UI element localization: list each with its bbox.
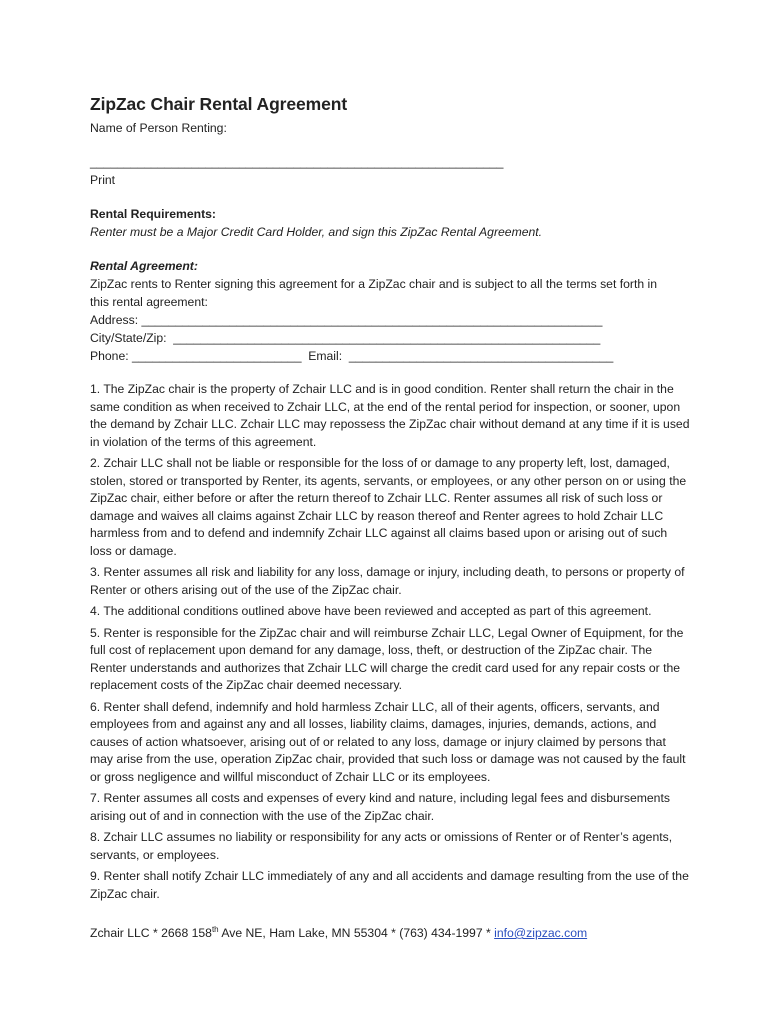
agreement-intro-line-1: ZipZac rents to Renter signing this agreement for a ZipZac chair and is subject to all the terms set forth in [90,277,657,291]
clause-2: 2. Zchair LLC shall not be liable or responsible for the loss of or damage to any property left, lost, damaged, stolen, stored or transported by Renter, its agents, servants, or employees, or any other person on or using the ZipZac chair, either before or after the return thereof to Zchair LLC. Renter assumes all risk of such loss or damage and waives all claims against Zchair LLC by reason thereof and Renter agrees to hold Zchair LLC harmless from and to defend and indemnify Zchair LLC against all claims based upon or arising out of such loss or damage. [90,456,687,558]
document-title: ZipZac Chair Rental Agreement [90,94,348,114]
clause-6: 6. Renter shall defend, indemnify and hold harmless Zchair LLC, all of their agents, officers, servants, and employees from and against any and all losses, liability claims, damages, injuries, demands, actions, and causes of action whatsoever, arising out of or related to any loss, damage or injury claimed by persons that may arise from the use, operation ZipZac chair, provided that such loss or damage was not caused by the fault or gross negligence and willful misconduct of Zchair LLC or its employees. [90,699,686,784]
footer-middle: Ave NE, Ham Lake, MN 55304 * (763) 434-1997 * [218,926,495,940]
clause-1: 1. The ZipZac chair is the property of Zchair LLC and is in good condition. Renter shall return the chair in the same condition as when received to Zchair LLC, at the end of the rental period for inspection, or sooner, upon the demand by Zchair LLC. Zchair LLC may repossess the ZipZac chair without demand at any time if it is used in violation of the terms of this agreement. [90,382,690,449]
footer-address [90,926,587,940]
clause-7: 7. Renter assumes all costs and expenses of every kind and nature, including legal fees and disbursements arising out of and in connection with the use of the ZipZac chair. [90,791,670,823]
footer-superscript: th [211,925,219,934]
name-blank-line: _____________________________________________________________ [90,155,504,169]
requirements-heading: Rental Requirements: [90,207,216,221]
clause-4: 4. The additional conditions outlined above have been reviewed and accepted as part of this agreement. [90,604,652,618]
clause-9: 9. Renter shall notify Zchair LLC immediately of any and all accidents and damage resulting from the use of the ZipZac chair. [90,869,689,901]
email-link[interactable]: info@zipzac.com [494,926,588,940]
footer-prefix: Zchair LLC * 2668 158 [90,926,212,940]
agreement-intro-line-2: this rental agreement: [90,295,208,309]
name-label: Name of Person Renting: [90,121,227,135]
city-state-zip-field: City/State/Zip: _______________________________________________________________ [90,331,601,345]
requirements-text: Renter must be a Major Credit Card Holder, and sign this ZipZac Rental Agreement. [90,225,543,239]
clause-5: 5. Renter is responsible for the ZipZac chair and will reimburse Zchair LLC, Legal Owner of Equipment, for the full cost of replacement upon demand for any damage, loss, theft, or destruction of the ZipZac chair. The Renter understands and authorizes that Zchair LLC will charge the credit card used for any repair costs or the replacement costs of the ZipZac chair deemed necessary. [90,625,684,692]
agreement-heading: Rental Agreement: [90,259,198,273]
clause-3: 3. Renter assumes all risk and liability for any loss, damage or injury, including death, to persons or property of Renter or others arising out of the use of the ZipZac chair. [90,565,685,597]
clause-8: 8. Zchair LLC assumes no liability or responsibility for any acts or omissions of Renter or of Renter’s agents, servants, or employees. [90,830,673,862]
address-field: Address: ____________________________________________________________________ [90,313,603,327]
phone-email-field: Phone: _________________________ Email: _______________________________________ [90,349,614,363]
print-label: Print [90,173,116,187]
